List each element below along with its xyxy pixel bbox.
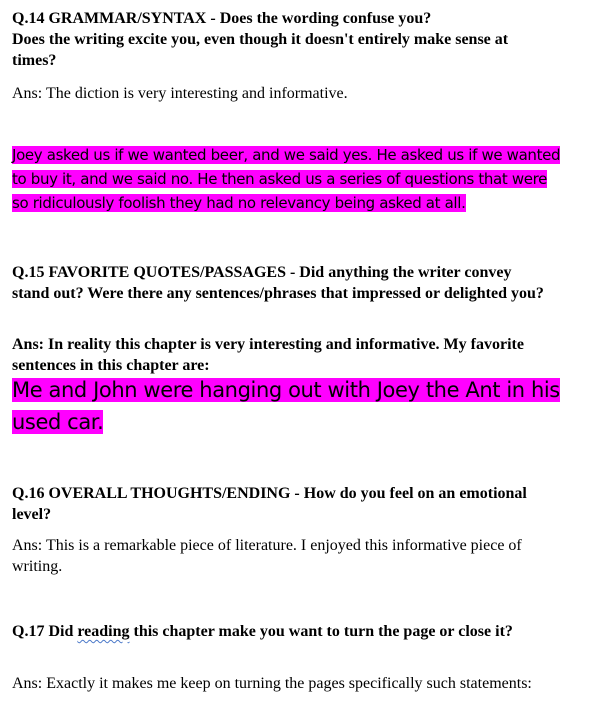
q14-highlight-passage [12, 143, 560, 215]
q15-heading-line2: stand out? Were there any sentences/phrases that impressed or delighted you? [12, 285, 544, 302]
q15-highlight-line: used car. [12, 410, 104, 434]
q14-heading [12, 8, 508, 71]
q15-answer-line2: sentences in this chapter are: [12, 357, 210, 374]
q17-heading [12, 621, 513, 642]
q16-heading [12, 483, 527, 525]
q16-answer-line1: Ans: This is a remarkable piece of literature. I enjoyed this informative piece of [12, 537, 522, 554]
q17-heading-post: this chapter make you want to turn the page or close it? [129, 623, 513, 640]
q16-heading-line1: Q.16 OVERALL THOUGHTS/ENDING - How do you feel on an emotional [12, 485, 527, 502]
q14-highlight-line: so ridiculously foolish they had no relevancy being asked at all. [12, 194, 466, 212]
q15-answer [12, 334, 524, 376]
q17-answer: Ans: Exactly it makes me keep on turning the pages specifically such statements: [12, 675, 532, 692]
q15-heading-line1: Q.15 FAVORITE QUOTES/PASSAGES - Did anything the writer convey [12, 264, 512, 281]
q16-heading-line2: level? [12, 506, 52, 523]
q14-highlight-line: to buy it, and we said no. He then asked us a series of questions that were [12, 170, 547, 188]
q14-heading-lead: Q.14 GRAMMAR/SYNTAX [12, 10, 207, 27]
q15-heading [12, 262, 544, 304]
q14-heading-rest: - Does the wording confuse you? [206, 10, 432, 27]
q16-answer-line2: writing. [12, 558, 63, 575]
q14-highlight-line: Joey asked us if we wanted beer, and we said yes. He asked us if we wanted [12, 146, 561, 164]
q14-heading-line3: times? [12, 52, 57, 69]
q15-highlight-quote [12, 374, 560, 438]
q17-heading-pre: Q.17 Did [12, 623, 78, 640]
q16-answer [12, 535, 522, 577]
q15-answer-line1: Ans: In reality this chapter is very interesting and informative. My favorite [12, 336, 524, 353]
q14-heading-line2: Does the writing excite you, even though it doesn't entirely make sense at [12, 31, 509, 48]
spellcheck-underlined-word[interactable]: reading [77, 623, 130, 640]
q15-highlight-line: Me and John were hanging out with Joey the Ant in his [12, 378, 560, 402]
q14-answer: Ans: The diction is very interesting and informative. [12, 85, 348, 102]
